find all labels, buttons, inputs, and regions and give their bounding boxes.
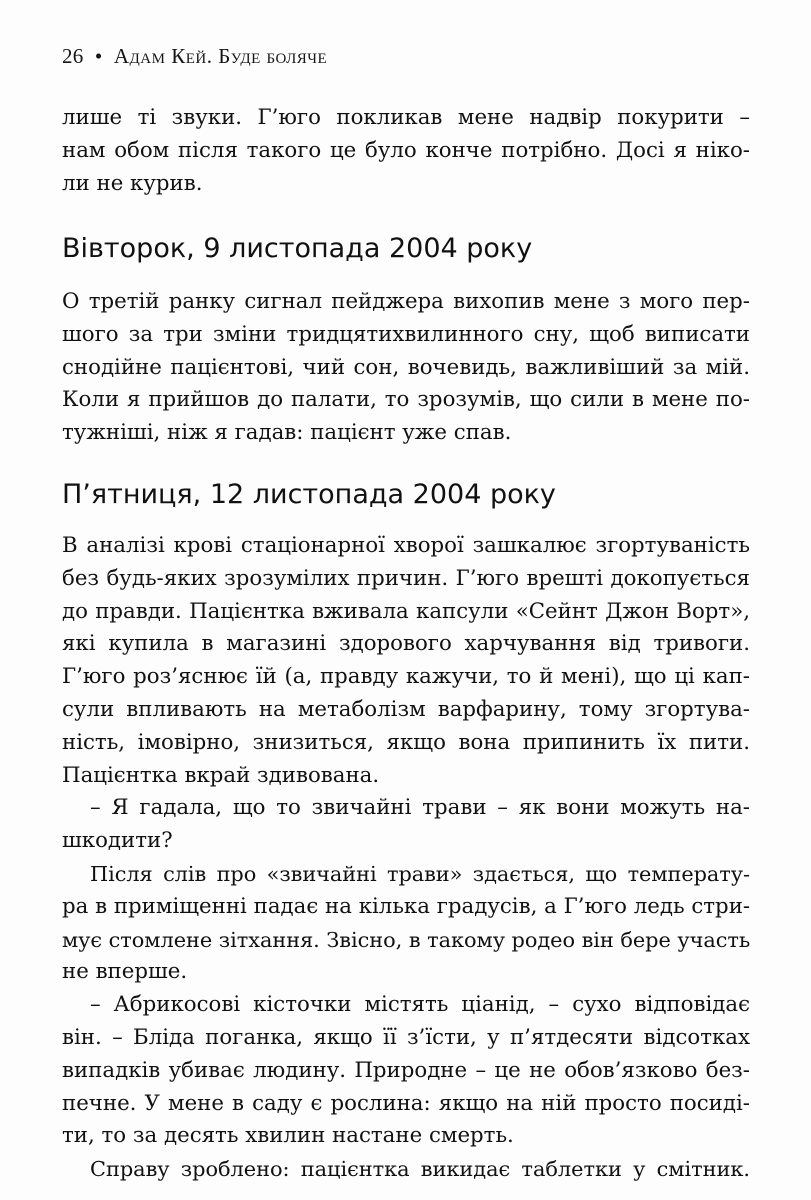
text-line: сули впливають на метаболізм варфарину, тому згортува- xyxy=(62,696,750,722)
text-line: він. – Бліда поганка, якщо її з’їсти, у п’ятдесяти відсотках xyxy=(62,1024,750,1050)
text-line: печне. У мене в саду є рослина: якщо на ній просто посиді- xyxy=(62,1090,750,1116)
paragraph-friday xyxy=(62,530,750,1186)
text-line: Пацієнтка вкрай здивована. xyxy=(62,762,380,788)
text-line: до правди. Пацієнтка вживала капсули «Сейнт Джон Ворт», xyxy=(62,598,750,624)
text-line: які купила в магазині здорового харчування від тривоги. xyxy=(62,631,750,657)
text-line: О третій ранку сигнал пейджера вихопив мене з мого пер- xyxy=(62,289,750,314)
text-line: Після слів про «звичайні трави» здається, що температу- xyxy=(90,861,750,886)
text-line: ра в приміщенні падає на кілька градусів, а Г’юго ледь стри- xyxy=(62,893,751,919)
text-line: Коли я прийшов до палати, то зрозумів, що сили в мене по- xyxy=(62,387,750,413)
text-line: шкодити? xyxy=(62,828,173,854)
text-line: ти, то за десять хвилин настане смерть. xyxy=(62,1123,514,1149)
text-line: снодійне пацієнтові, чий сон, вочевидь, важливіший за мій. xyxy=(62,354,750,380)
text-line: шого за три зміни тридцятихвилинного сну, щоб виписати xyxy=(62,321,750,347)
text-line: – Абрикосові кісточки містять ціанід, – сухо відповідає xyxy=(90,992,750,1018)
paragraph-tuesday xyxy=(62,286,750,450)
text-line: випадків убиває людину. Природне – це не обов’язково без- xyxy=(62,1057,750,1083)
text-line: ність, імовірно, знизиться, якщо вона припинить їх пити. xyxy=(62,729,750,755)
text-line: В аналізі крові стаціонарної хворої зашкалює згортуваність xyxy=(62,533,750,558)
text-line: ли не курив. xyxy=(62,170,203,196)
text-line: Справу зроблено: пацієнтка викидає таблетки у смітник. xyxy=(90,1157,750,1182)
text-line: тужніші, ніж я гадав: пацієнт уже спав. xyxy=(62,420,512,446)
page-number: 26 xyxy=(62,44,84,68)
text-line: – Я гадала, що то звичайні трави – як вони можуть на- xyxy=(90,795,750,821)
section-heading-friday: П’ятниця, 12 листопада 2004 року xyxy=(62,479,556,510)
section-heading-tuesday: Вівторок, 9 листопада 2004 року xyxy=(62,233,533,264)
text-line: не вперше. xyxy=(62,959,188,985)
separator-bullet: • xyxy=(94,44,103,68)
text-line: лише ті звуки. Г’юго покликав мене надвір покурити – xyxy=(62,105,750,130)
text-line: нам обом після такого це було конче потрібно. Досі я ніко- xyxy=(62,137,750,163)
paragraph-continuation xyxy=(62,102,750,200)
text-line: без будь-яких зрозумілих причин. Г’юго врешті докопується xyxy=(62,565,750,591)
text-line: мує стомлене зітхання. Звісно, в такому родео він бере участь xyxy=(62,927,751,952)
running-head xyxy=(62,44,327,69)
book-title: Адам Кей. Буде боляче xyxy=(113,44,328,68)
text-line: Г’юго роз’яснює їй (а, правду кажучи, то й мені), що ці кап- xyxy=(62,664,750,690)
